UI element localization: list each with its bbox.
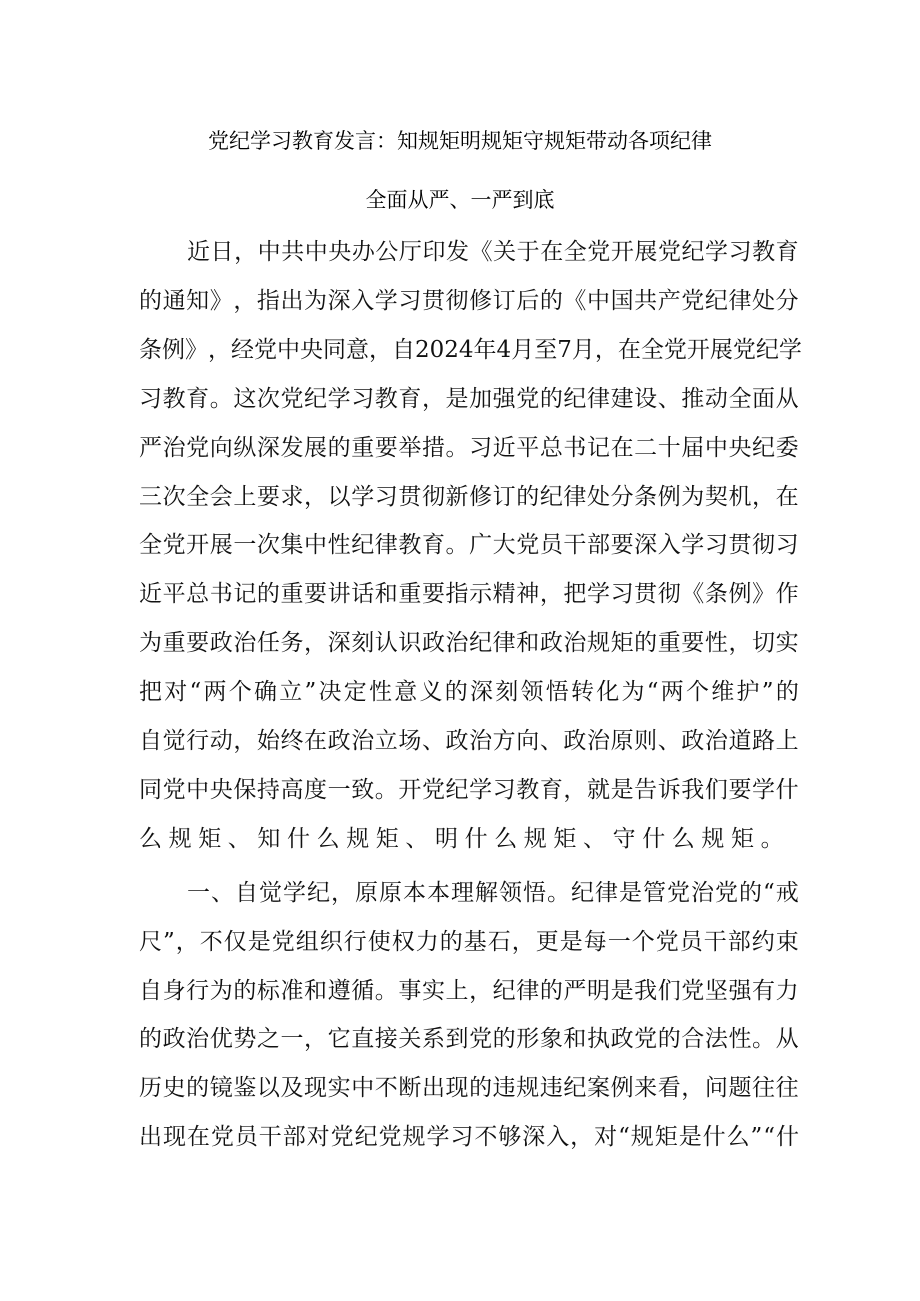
- document-title-line-2: 全面从严、一严到底: [365, 188, 555, 212]
- paragraph-1-line: 习 教 育 。 这 次 党 纪 学 习 教 育 ， 是 加 强 党 的 纪 律 建 设 、 推 动 全 面 从: [139, 385, 799, 412]
- paragraph-1-line: 近 日 ， 中 共 中 央 办 公 厅 印 发 《 关 于 在 全 党 开 展 党 纪 学 习 教 育: [187, 239, 799, 265]
- paragraph-1-line: 三 次 全 会 上 要 求 ， 以 学 习 贯 彻 新 修 订 的 纪 律 处 分 条 例 为 契 机 ， 在: [139, 483, 799, 510]
- paragraph-2-line: 出 现 在 党 员 干 部 对 党 纪 党 规 学 习 不 够 深 入 ， 对 “ 规 矩 是 什 么 ” “ 什: [139, 1124, 799, 1151]
- paragraph-2-line: 历 史 的 镜 鉴 以 及 现 实 中 不 断 出 现 的 违 规 违 纪 案 例 来 看 ， 问 题 往 往: [139, 1075, 799, 1102]
- paragraph-1-line: 的 通 知 》 ， 指 出 为 深 入 学 习 贯 彻 修 订 后 的 《 中 国 共 产 党 纪 律 处 分: [139, 287, 799, 314]
- paragraph-2-line: 尺 ” ， 不 仅 是 党 组 织 行 使 权 力 的 基 石 ， 更 是 每 一 个 党 员 干 部 约 束: [139, 928, 799, 955]
- paragraph-1-line: 为 重 要 政 治 任 务 ， 深 刻 认 识 政 治 纪 律 和 政 治 规 矩 的 重 要 性 ， 切 实: [139, 630, 799, 657]
- paragraph-2-line: 的 政 治 优 势 之 一 ， 它 直 接 关 系 到 党 的 形 象 和 执 政 党 的 合 法 性 。 从: [139, 1026, 799, 1053]
- paragraph-2-line: 一 、 自 觉 学 纪 ， 原 原 本 本 理 解 领 悟 。 纪 律 是 管 党 治 党 的 “ 戒: [187, 879, 799, 906]
- paragraph-1-line: 条 例 》 ， 经 党 中 央 同 意 ， 自 2024 年 4 月 至 7 月 ， 在 全 党 开 展 党 纪 学: [139, 336, 802, 363]
- paragraph-2-line: 自 身 行 为 的 标 准 和 遵 循 。 事 实 上 ， 纪 律 的 严 明 是 我 们 党 坚 强 有 力: [139, 977, 799, 1004]
- document-title-line-1: 党纪学习教育发言：知规矩明规矩守规矩带动各项纪律: [208, 129, 712, 153]
- paragraph-1-line: 近 平 总 书 记 的 重 要 讲 话 和 重 要 指 示 精 神 ， 把 学 习 贯 彻 《 条 例 》 作: [139, 581, 799, 608]
- paragraph-1-line: 自 觉 行 动 ， 始 终 在 政 治 立 场 、 政 治 方 向 、 政 治 原 则 、 政 治 道 路 上: [139, 728, 799, 754]
- paragraph-1-line: 同 党 中 央 保 持 高 度 一 致 。 开 党 纪 学 习 教 育 ， 就 是 告 诉 我 们 要 学 什: [139, 776, 799, 803]
- paragraph-1-line: 把 对 “ 两 个 确 立 ” 决 定 性 意 义 的 深 刻 领 悟 转 化 为 “ 两 个 维 护 ” 的: [139, 679, 799, 706]
- paragraph-1-line: 全 党 开 展 一 次 集 中 性 纪 律 教 育 。 广 大 党 员 干 部 要 深 入 学 习 贯 彻 习: [139, 532, 799, 559]
- paragraph-1-line: 严 治 党 向 纵 深 发 展 的 重 要 举 措 。 习 近 平 总 书 记 在 二 十 届 中 央 纪 委: [139, 434, 799, 461]
- paragraph-1-line: 么规矩、知什么规矩、明什么规矩、守什么规矩。: [139, 825, 791, 852]
